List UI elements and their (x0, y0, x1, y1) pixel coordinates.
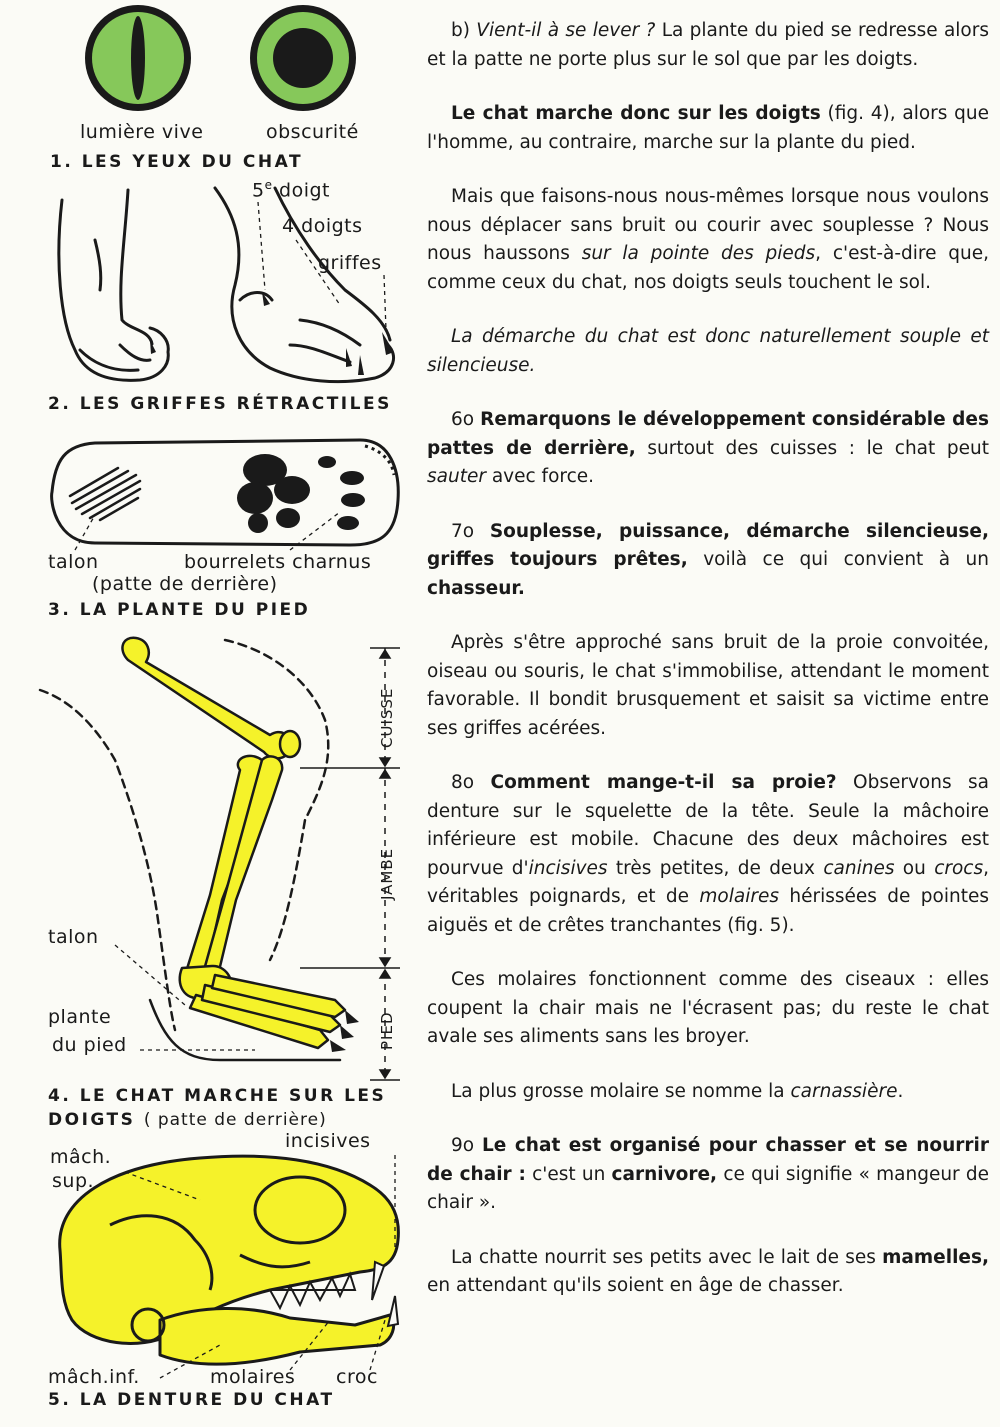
para-tiptoe: Mais que faisons-nous nous-mêmes lorsque nous voulons nous déplacer sans bruit ou courir avec souplesse ? Nous nous haussons sur la pointe des pieds, c'est-à-dire que, comme ceux du chat, nos doigts seuls touchent le sol. (427, 186, 989, 293)
para-carnassial: La plus grosse molaire se nomme la carnassière. (451, 1080, 904, 1102)
para-hind-legs: 6o Remarquons le développement considérable des pattes de derrière, surtout des cuisses : le chat peut sauter avec force. (427, 409, 989, 487)
fig4-label-leg: JAMBE (378, 847, 396, 900)
para-nursing: La chatte nourrit ses petits avec le lait de ses mamelles, en attendant qu'ils soient en âge de chasser. (427, 1246, 989, 1296)
fig4-label-heel: talon (48, 926, 99, 948)
fig1-label-dark: obscurité (266, 121, 359, 143)
fleshy-pads (237, 454, 365, 533)
fig5-caption: 5. LA DENTURE DU CHAT (48, 1390, 335, 1410)
leg-bones (122, 638, 345, 1048)
fig2-label-4-digits: 4 doigts (282, 215, 363, 237)
para-gait: La démarche du chat est donc naturellement souple et silencieuse. (427, 326, 989, 376)
fig4-caption-line2: DOIGTS ( patte de derrière) (48, 1110, 327, 1130)
fig4-label-foot: PIED (378, 1011, 396, 1050)
para-rising: b) Vient-il à se lever ? La plante du pied se redresse alors et la patte ne porte plus sur le sol que par les doigts. (427, 20, 989, 70)
fig1-label-bright: lumière vive (80, 121, 204, 143)
fig5-label-lower: mâch.inf. (48, 1366, 140, 1388)
para-hunter: 7o Souplesse, puissance, démarche silencieuse, griffes toujours prêtes, voilà ce qui convient à un chasseur. (427, 520, 990, 599)
fig4-caption-line1: 4. LE CHAT MARCHE SUR LES (48, 1086, 387, 1106)
fig3-label-heel: talon (48, 551, 99, 573)
fig3-label-pads: bourrelets charnus (184, 551, 372, 573)
fig2-label-claws: griffes (318, 252, 382, 274)
eye-bright-light (85, 5, 191, 111)
fig5-label-upper-1: mâch. (50, 1146, 112, 1168)
fig5-label-incisors: incisives (285, 1130, 371, 1152)
text-column (427, 17, 989, 1301)
para-prey: Après s'être approché sans bruit de la proie convoitée, oiseau ou souris, le chat s'immobilise, attendant le moment favorable. Il bondit brusquement et saisit sa victime entre ses griffes acérées. (427, 632, 989, 739)
fig5-label-upper-2: sup. (52, 1170, 95, 1192)
fig4-label-thigh: CUISSE (378, 687, 396, 748)
eye-darkness (250, 5, 356, 111)
fig4-label-sole-1: plante (48, 1006, 112, 1028)
para-teeth: 8o Comment mange-t-il sa proie? Observons sa denture sur le squelette de la tête. Seule la mâchoire inférieure est mobile. Chacune des deux mâchoires est pourvue d'incisives très petites, de deux canines ou crocs, véritables poignards, et de molaires hérissées de pointes aiguës et de crêtes tranchantes (fig. 5). (427, 772, 989, 936)
para-carnivore: 9o Le chat est organisé pour chasser et se nourrir de chair : c'est un carnivore, ce qui signifie « mangeur de chair ». (427, 1135, 990, 1213)
para-walks-on-toes: Le chat marche donc sur les doigts (fig. 4), alors que l'homme, au contraire, marche sur la plante du pied. (427, 103, 989, 153)
fig5-label-molars: molaires (210, 1366, 296, 1388)
fig4-label-sole-2: du pied (52, 1034, 127, 1056)
fig2-caption: 2. LES GRIFFES RÉTRACTILES (48, 394, 392, 414)
heel-hatching (70, 468, 140, 520)
skull (60, 1156, 399, 1364)
fig5-label-canine: croc (336, 1366, 378, 1388)
claw-marks (150, 292, 394, 375)
fig3-label-leg: (patte de derrière) (92, 573, 278, 595)
fig1-caption: 1. LES YEUX DU CHAT (50, 152, 304, 172)
para-molars: Ces molaires fonctionnent comme des ciseaux : elles coupent la chair mais ne l'écrasent pas; du reste le chat avale ses aliments sans les broyer. (427, 969, 989, 1047)
fig2-label-5th-digit: 5e doigt (252, 178, 330, 202)
fig3-caption: 3. LA PLANTE DU PIED (48, 600, 311, 620)
